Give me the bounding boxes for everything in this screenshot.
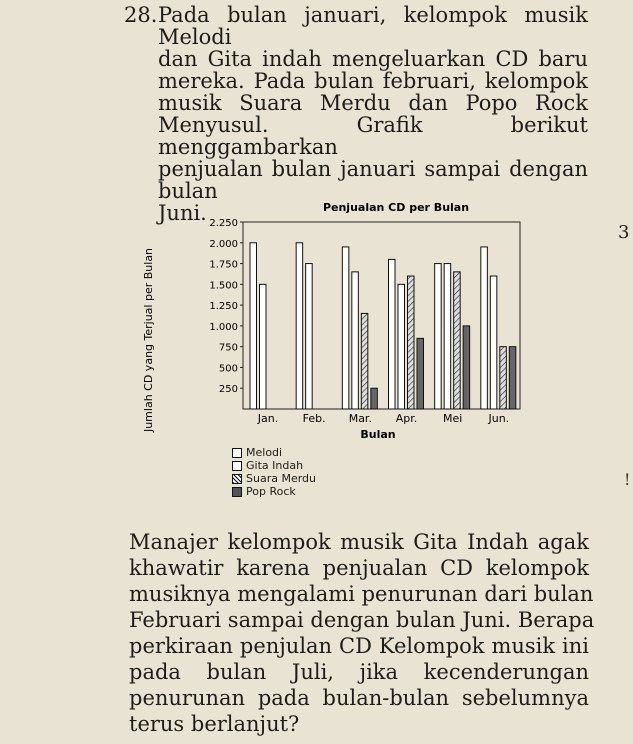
x-tick-label: Mei xyxy=(443,412,463,425)
question-line: penjualan bulan januari sampai dengan bulan xyxy=(158,157,588,203)
plot-frame xyxy=(243,222,520,409)
bar-gita-indah xyxy=(444,264,451,409)
question-line: dan Gita indah mengeluarkan CD baru xyxy=(158,47,588,71)
y-tick-label: 1.000 xyxy=(209,321,238,333)
x-tick-label: Jun. xyxy=(488,412,510,425)
bar-gita-indah xyxy=(490,276,497,409)
bar-pop-rock xyxy=(417,338,424,409)
sales-chart xyxy=(140,190,540,510)
y-tick-label: 2.000 xyxy=(209,238,238,250)
bar-melodi xyxy=(435,264,442,409)
stray-mark: ! xyxy=(624,470,631,489)
legend-swatch xyxy=(232,461,242,471)
body-line: Februari sampai dengan bulan Juni. Berapa xyxy=(129,608,595,632)
bar-suara-merdu xyxy=(500,347,507,409)
bar-pop-rock xyxy=(463,326,470,409)
bar-melodi xyxy=(296,243,303,409)
body-line: pada bulan Juli, jika kecenderungan xyxy=(129,660,589,684)
body-line: Manajer kelompok musik Gita Indah agak xyxy=(129,530,589,554)
legend-label: Melodi xyxy=(246,446,283,459)
bar-gita-indah xyxy=(398,284,405,409)
body-line: terus berlanjut? xyxy=(129,712,300,736)
legend-label: Gita Indah xyxy=(246,459,304,472)
legend-item-melodi xyxy=(232,446,316,459)
chart-svg xyxy=(140,190,540,510)
legend-swatch xyxy=(232,474,242,484)
legend-swatch xyxy=(232,448,242,458)
bar-melodi xyxy=(481,247,488,409)
question-line: Juni. xyxy=(158,201,207,225)
y-tick-label: 1.750 xyxy=(209,259,238,271)
bar-melodi xyxy=(342,247,349,409)
chart-legend xyxy=(232,446,316,498)
bar-suara-merdu xyxy=(454,272,461,409)
legend-item-suara-merdu xyxy=(232,472,316,485)
body-paragraph xyxy=(129,529,595,737)
body-line: perkiraan penjulan CD Kelompok musik ini xyxy=(129,634,589,658)
question-number: 28. xyxy=(124,3,158,27)
question-line: Menyusul. Grafik berikut menggambarkan xyxy=(158,113,588,159)
y-tick-label: 750 xyxy=(218,342,238,354)
bar-melodi xyxy=(250,243,257,409)
x-axis-label: Bulan xyxy=(360,428,396,441)
body-line: musiknya mengalami penurunan dari bulan xyxy=(129,582,594,606)
x-tick-label: Apr. xyxy=(395,412,418,425)
x-tick-label: Feb. xyxy=(302,412,326,425)
question-line: musik Suara Merdu dan Popo Rock xyxy=(158,91,588,115)
legend-label: Suara Merdu xyxy=(246,472,316,485)
bar-gita-indah xyxy=(306,264,313,409)
legend-label: Pop Rock xyxy=(246,485,296,498)
y-tick-label: 250 xyxy=(218,384,238,396)
bar-pop-rock xyxy=(509,347,516,409)
x-tick-label: Mar. xyxy=(348,412,372,425)
y-tick-label: 2.250 xyxy=(209,218,238,229)
y-tick-label: 500 xyxy=(218,363,238,375)
question-line: mereka. Pada bulan februari, kelompok xyxy=(158,69,588,93)
y-tick-label: 1.500 xyxy=(209,280,238,292)
bar-gita-indah xyxy=(352,272,359,409)
bar-gita-indah xyxy=(260,284,267,409)
legend-swatch xyxy=(232,487,242,497)
question-line: Pada bulan januari, kelompok musik Melodi xyxy=(158,3,588,49)
stray-mark: 3 xyxy=(618,222,630,243)
bar-pop-rock xyxy=(371,388,378,409)
body-line: khawatir karena penjualan CD kelompok xyxy=(129,556,589,580)
legend-item-pop-rock xyxy=(232,485,316,498)
chart-title: Penjualan CD per Bulan xyxy=(322,201,470,214)
bar-suara-merdu xyxy=(361,313,368,409)
body-line: penurunan pada bulan-bulan sebelumnya xyxy=(129,686,589,710)
bar-melodi xyxy=(389,259,396,409)
legend-item-gita-indah xyxy=(232,459,316,472)
bar-suara-merdu xyxy=(408,276,415,409)
x-tick-label: Jan. xyxy=(257,412,279,425)
y-tick-label: 1.250 xyxy=(209,301,238,313)
y-axis-label: Jumlah CD yang Terjual per Bulan xyxy=(142,247,155,433)
